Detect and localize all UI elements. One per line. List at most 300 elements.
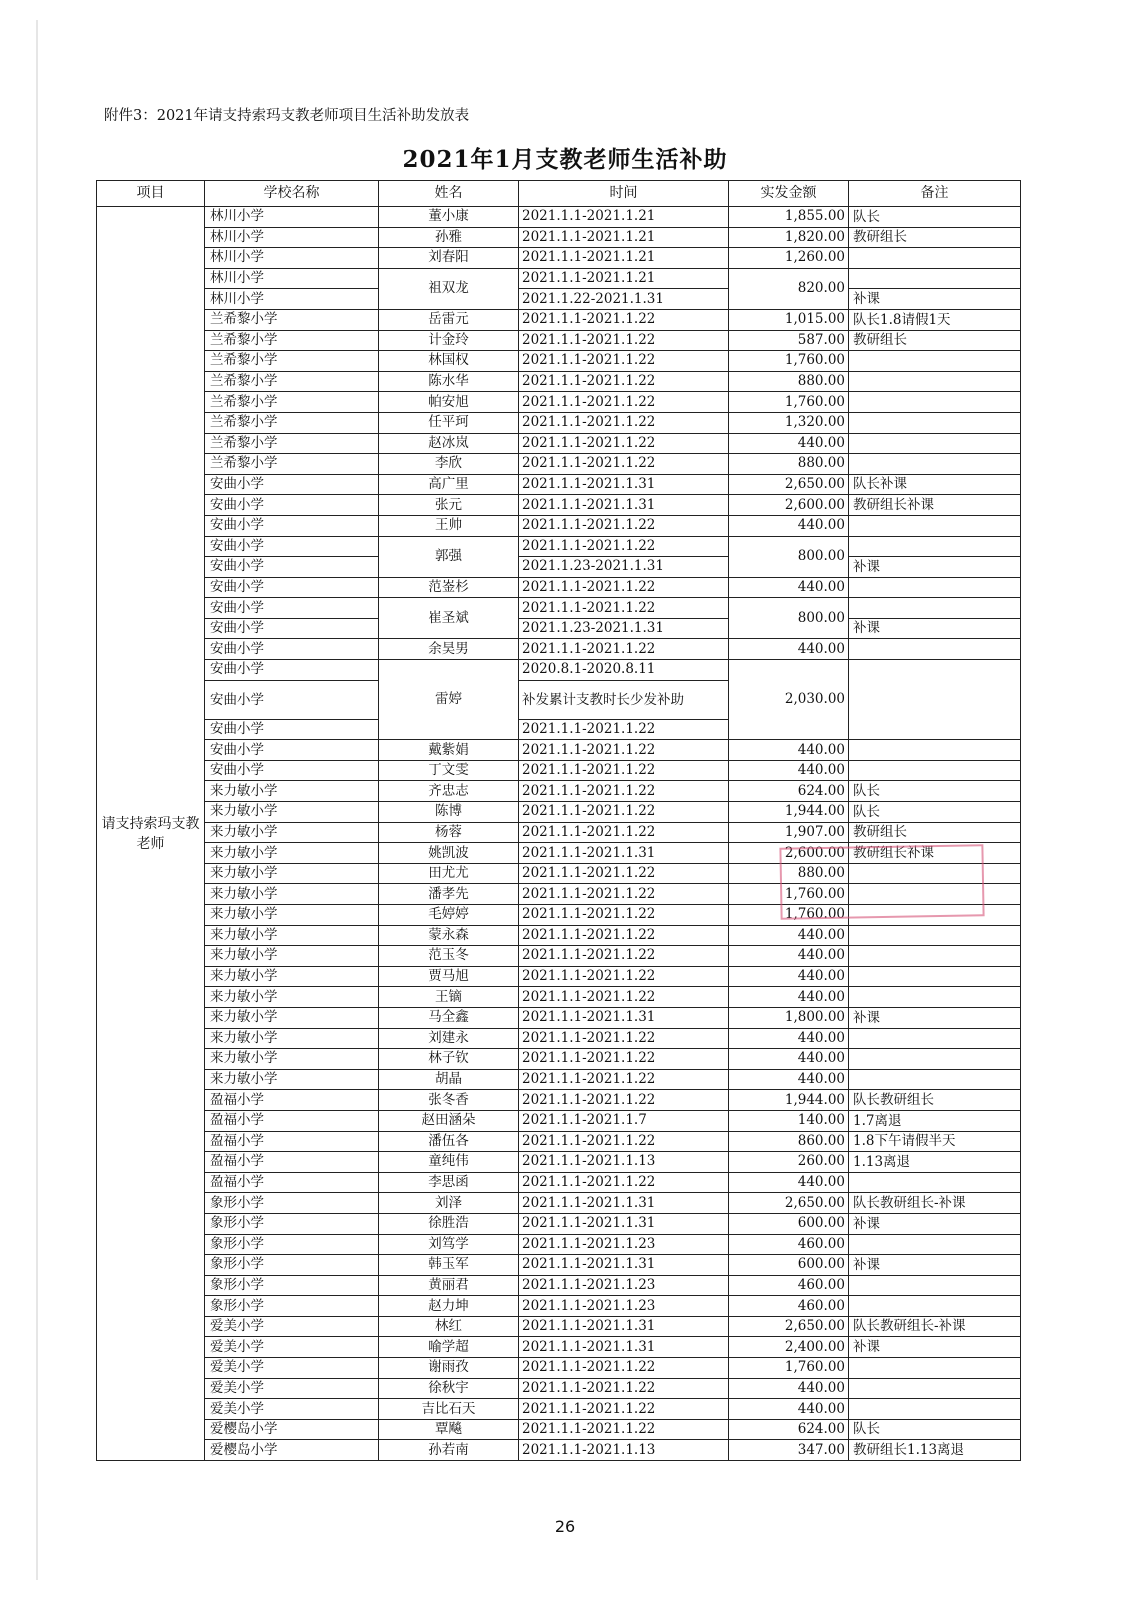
note-cell: 教研组长补课 <box>849 495 1021 516</box>
header-time: 时间 <box>519 181 729 207</box>
scan-edge <box>36 20 38 1580</box>
school-cell: 爱樱岛小学 <box>205 1419 379 1440</box>
note-cell: 队长教研组长-补课 <box>849 1316 1021 1337</box>
amount-cell: 2,650.00 <box>729 474 849 495</box>
school-cell: 盈福小学 <box>205 1090 379 1111</box>
header-note: 备注 <box>849 181 1021 207</box>
time-cell: 2021.1.1-2021.1.22 <box>519 781 729 802</box>
time-cell: 2021.1.1-2021.1.21 <box>519 268 729 289</box>
school-cell: 来力敏小学 <box>205 946 379 967</box>
name-cell: 陈水华 <box>379 371 519 392</box>
name-cell: 张元 <box>379 495 519 516</box>
time-cell: 2021.1.1-2021.1.22 <box>519 822 729 843</box>
school-cell: 爱樱岛小学 <box>205 1440 379 1461</box>
note-cell <box>849 966 1021 987</box>
time-cell: 2021.1.1-2021.1.22 <box>519 598 729 619</box>
note-cell <box>849 577 1021 598</box>
table-row <box>97 639 1021 660</box>
name-cell: 王镝 <box>379 987 519 1008</box>
table-row <box>97 1378 1021 1399</box>
table-row <box>97 474 1021 495</box>
amount-cell: 2,650.00 <box>729 1193 849 1214</box>
table-row <box>97 577 1021 598</box>
amount-cell: 440.00 <box>729 1049 849 1070</box>
name-cell: 谢雨孜 <box>379 1358 519 1379</box>
amount-cell: 1,760.00 <box>729 884 849 905</box>
school-cell: 安曲小学 <box>205 760 379 781</box>
name-cell: 潘孝先 <box>379 884 519 905</box>
name-cell: 姚凯波 <box>379 843 519 864</box>
amount-cell: 460.00 <box>729 1234 849 1255</box>
name-cell: 潘伍各 <box>379 1131 519 1152</box>
note-cell <box>849 268 1021 289</box>
table-row <box>97 454 1021 475</box>
note-cell <box>849 1378 1021 1399</box>
amount-cell: 624.00 <box>729 781 849 802</box>
table-row <box>97 309 1021 330</box>
school-cell: 兰希黎小学 <box>205 454 379 475</box>
name-cell: 雷婷 <box>379 660 519 740</box>
name-cell: 徐胜浩 <box>379 1213 519 1234</box>
note-cell <box>849 1028 1021 1049</box>
note-cell <box>849 598 1021 619</box>
table-row <box>97 268 1021 289</box>
amount-cell: 440.00 <box>729 1172 849 1193</box>
time-cell: 2021.1.1-2021.1.31 <box>519 843 729 864</box>
table-row <box>97 660 1021 681</box>
time-cell: 2021.1.1-2021.1.22 <box>519 433 729 454</box>
note-cell <box>849 433 1021 454</box>
table-row <box>97 905 1021 926</box>
table-row <box>97 227 1021 248</box>
amount-cell: 1,820.00 <box>729 227 849 248</box>
time-cell: 2021.1.1-2021.1.22 <box>519 884 729 905</box>
time-cell: 2021.1.1-2021.1.13 <box>519 1440 729 1461</box>
name-cell: 祖双龙 <box>379 268 519 309</box>
school-cell: 安曲小学 <box>205 639 379 660</box>
time-cell: 2021.1.1-2021.1.22 <box>519 330 729 351</box>
time-cell: 2021.1.1-2021.1.22 <box>519 946 729 967</box>
time-cell: 2021.1.1-2021.1.31 <box>519 1337 729 1358</box>
note-cell <box>849 371 1021 392</box>
table-row <box>97 1152 1021 1173</box>
table-row <box>97 1110 1021 1131</box>
table-row <box>97 1049 1021 1070</box>
name-cell: 吉比石天 <box>379 1399 519 1420</box>
note-cell <box>849 660 1021 740</box>
amount-cell: 440.00 <box>729 946 849 967</box>
note-cell <box>849 1234 1021 1255</box>
school-cell: 安曲小学 <box>205 577 379 598</box>
name-cell: 刘笃学 <box>379 1234 519 1255</box>
table-row <box>97 392 1021 413</box>
amount-cell: 440.00 <box>729 1378 849 1399</box>
note-cell <box>849 863 1021 884</box>
table-row <box>97 1337 1021 1358</box>
note-cell: 队长 <box>849 207 1021 228</box>
table-row <box>97 1213 1021 1234</box>
school-cell: 来力敏小学 <box>205 1028 379 1049</box>
table-row <box>97 557 1021 578</box>
amount-cell: 347.00 <box>729 1440 849 1461</box>
note-cell <box>849 248 1021 269</box>
time-cell: 2021.1.22-2021.1.31 <box>519 289 729 310</box>
name-cell: 马全鑫 <box>379 1007 519 1028</box>
note-cell <box>849 639 1021 660</box>
name-cell: 刘建永 <box>379 1028 519 1049</box>
school-cell: 来力敏小学 <box>205 1069 379 1090</box>
amount-cell: 140.00 <box>729 1110 849 1131</box>
name-cell: 赵田涵朵 <box>379 1110 519 1131</box>
header-project: 项目 <box>97 181 205 207</box>
school-cell: 林川小学 <box>205 268 379 289</box>
amount-cell: 1,800.00 <box>729 1007 849 1028</box>
school-cell: 安曲小学 <box>205 660 379 681</box>
amount-cell: 800.00 <box>729 536 849 577</box>
name-cell: 李思函 <box>379 1172 519 1193</box>
school-cell: 来力敏小学 <box>205 1049 379 1070</box>
table-row <box>97 1234 1021 1255</box>
school-cell: 安曲小学 <box>205 618 379 639</box>
table-row <box>97 781 1021 802</box>
school-cell: 来力敏小学 <box>205 781 379 802</box>
amount-cell: 600.00 <box>729 1255 849 1276</box>
time-cell: 2021.1.1-2021.1.22 <box>519 639 729 660</box>
school-cell: 盈福小学 <box>205 1131 379 1152</box>
name-cell: 崔圣斌 <box>379 598 519 639</box>
amount-cell: 440.00 <box>729 433 849 454</box>
table-row <box>97 925 1021 946</box>
table-row <box>97 1255 1021 1276</box>
time-cell: 2021.1.1-2021.1.21 <box>519 207 729 228</box>
note-cell: 队长1.8请假1天 <box>849 309 1021 330</box>
school-cell: 来力敏小学 <box>205 843 379 864</box>
school-cell: 兰希黎小学 <box>205 433 379 454</box>
school-cell: 兰希黎小学 <box>205 351 379 372</box>
school-cell: 爱美小学 <box>205 1337 379 1358</box>
note-cell: 补课 <box>849 1213 1021 1234</box>
time-cell: 2021.1.1-2021.1.7 <box>519 1110 729 1131</box>
note-cell: 补课 <box>849 1007 1021 1028</box>
note-cell <box>849 740 1021 761</box>
table-row <box>97 1028 1021 1049</box>
school-cell: 象形小学 <box>205 1296 379 1317</box>
amount-cell: 440.00 <box>729 1069 849 1090</box>
table-row <box>97 289 1021 310</box>
amount-cell: 800.00 <box>729 598 849 639</box>
table-row <box>97 1358 1021 1379</box>
time-cell: 2021.1.1-2021.1.22 <box>519 987 729 1008</box>
school-cell: 安曲小学 <box>205 598 379 619</box>
note-cell: 补课 <box>849 289 1021 310</box>
amount-cell: 440.00 <box>729 1028 849 1049</box>
school-cell: 林川小学 <box>205 227 379 248</box>
table-row <box>97 1275 1021 1296</box>
school-cell: 象形小学 <box>205 1193 379 1214</box>
note-cell: 补课 <box>849 1337 1021 1358</box>
time-cell: 2021.1.1-2021.1.22 <box>519 515 729 536</box>
time-cell: 2021.1.1-2021.1.22 <box>519 1049 729 1070</box>
amount-cell: 440.00 <box>729 740 849 761</box>
school-cell: 来力敏小学 <box>205 802 379 823</box>
table-row <box>97 433 1021 454</box>
school-cell: 来力敏小学 <box>205 822 379 843</box>
school-cell: 安曲小学 <box>205 719 379 740</box>
note-cell <box>849 536 1021 557</box>
note-cell: 队长 <box>849 781 1021 802</box>
note-cell: 队长补课 <box>849 474 1021 495</box>
name-cell: 覃飚 <box>379 1419 519 1440</box>
name-cell: 喻学超 <box>379 1337 519 1358</box>
note-cell <box>849 1358 1021 1379</box>
table-row <box>97 740 1021 761</box>
note-cell <box>849 1399 1021 1420</box>
note-cell <box>849 946 1021 967</box>
amount-cell: 1,320.00 <box>729 412 849 433</box>
table-row <box>97 330 1021 351</box>
amount-cell: 440.00 <box>729 639 849 660</box>
school-cell: 安曲小学 <box>205 474 379 495</box>
name-cell: 林红 <box>379 1316 519 1337</box>
name-cell: 张冬香 <box>379 1090 519 1111</box>
school-cell: 兰希黎小学 <box>205 392 379 413</box>
table-row <box>97 371 1021 392</box>
time-cell: 2021.1.1-2021.1.22 <box>519 351 729 372</box>
amount-cell: 600.00 <box>729 1213 849 1234</box>
time-cell: 2021.1.23-2021.1.31 <box>519 618 729 639</box>
subsidy-table <box>96 180 1021 1461</box>
school-cell: 来力敏小学 <box>205 905 379 926</box>
school-cell: 象形小学 <box>205 1213 379 1234</box>
amount-cell: 880.00 <box>729 863 849 884</box>
name-cell: 毛婷婷 <box>379 905 519 926</box>
time-cell: 2021.1.1-2021.1.31 <box>519 495 729 516</box>
name-cell: 齐忠志 <box>379 781 519 802</box>
table-row <box>97 207 1021 228</box>
table-row <box>97 1131 1021 1152</box>
note-cell <box>849 454 1021 475</box>
table-row <box>97 966 1021 987</box>
school-cell: 安曲小学 <box>205 557 379 578</box>
note-cell: 队长教研组长 <box>849 1090 1021 1111</box>
time-cell: 2020.8.1-2020.8.11 <box>519 660 729 681</box>
table-row <box>97 1399 1021 1420</box>
table-row <box>97 495 1021 516</box>
time-cell: 2021.1.1-2021.1.22 <box>519 412 729 433</box>
school-cell: 爱美小学 <box>205 1316 379 1337</box>
amount-cell: 2,650.00 <box>729 1316 849 1337</box>
table-row <box>97 1316 1021 1337</box>
note-cell: 补课 <box>849 1255 1021 1276</box>
note-cell <box>849 1172 1021 1193</box>
name-cell: 丁文雯 <box>379 760 519 781</box>
time-cell: 2021.1.1-2021.1.22 <box>519 1028 729 1049</box>
school-cell: 盈福小学 <box>205 1172 379 1193</box>
note-cell: 队长教研组长-补课 <box>849 1193 1021 1214</box>
name-cell: 韩玉军 <box>379 1255 519 1276</box>
name-cell: 陈博 <box>379 802 519 823</box>
amount-cell: 1,260.00 <box>729 248 849 269</box>
time-cell: 2021.1.1-2021.1.22 <box>519 905 729 926</box>
school-cell: 安曲小学 <box>205 515 379 536</box>
school-cell: 安曲小学 <box>205 740 379 761</box>
name-cell: 杨蓉 <box>379 822 519 843</box>
table-row <box>97 536 1021 557</box>
table-row <box>97 1090 1021 1111</box>
amount-cell: 1,944.00 <box>729 1090 849 1111</box>
time-cell: 2021.1.1-2021.1.22 <box>519 371 729 392</box>
school-cell: 兰希黎小学 <box>205 330 379 351</box>
time-cell: 2021.1.1-2021.1.22 <box>519 863 729 884</box>
school-cell: 来力敏小学 <box>205 966 379 987</box>
school-cell: 安曲小学 <box>205 495 379 516</box>
name-cell: 任平珂 <box>379 412 519 433</box>
school-cell: 象形小学 <box>205 1275 379 1296</box>
amount-cell: 440.00 <box>729 1399 849 1420</box>
name-cell: 胡晶 <box>379 1069 519 1090</box>
time-cell: 2021.1.1-2021.1.23 <box>519 1234 729 1255</box>
school-cell: 象形小学 <box>205 1255 379 1276</box>
note-cell <box>849 1069 1021 1090</box>
note-cell <box>849 392 1021 413</box>
amount-cell: 440.00 <box>729 577 849 598</box>
name-cell: 范崟杉 <box>379 577 519 598</box>
note-cell: 队长 <box>849 802 1021 823</box>
time-cell: 2021.1.1-2021.1.22 <box>519 925 729 946</box>
name-cell: 范玉冬 <box>379 946 519 967</box>
name-cell: 帕安旭 <box>379 392 519 413</box>
name-cell: 蒙永森 <box>379 925 519 946</box>
time-cell: 2021.1.1-2021.1.31 <box>519 1255 729 1276</box>
note-cell <box>849 515 1021 536</box>
amount-cell: 260.00 <box>729 1152 849 1173</box>
time-cell: 2021.1.1-2021.1.22 <box>519 454 729 475</box>
amount-cell: 440.00 <box>729 987 849 1008</box>
time-cell: 2021.1.1-2021.1.22 <box>519 966 729 987</box>
time-cell: 2021.1.1-2021.1.22 <box>519 577 729 598</box>
time-cell: 2021.1.1-2021.1.22 <box>519 1358 729 1379</box>
note-cell <box>849 1296 1021 1317</box>
table-row <box>97 760 1021 781</box>
name-cell: 郭强 <box>379 536 519 577</box>
time-cell: 2021.1.1-2021.1.31 <box>519 1316 729 1337</box>
table-row <box>97 598 1021 619</box>
table-row <box>97 618 1021 639</box>
note-cell: 教研组长1.13离退 <box>849 1440 1021 1461</box>
note-cell: 教研组长 <box>849 822 1021 843</box>
amount-cell: 460.00 <box>729 1275 849 1296</box>
time-cell: 2021.1.1-2021.1.22 <box>519 392 729 413</box>
note-cell <box>849 1275 1021 1296</box>
name-cell: 孙若南 <box>379 1440 519 1461</box>
table-row <box>97 843 1021 864</box>
name-cell: 刘泽 <box>379 1193 519 1214</box>
amount-cell: 1,760.00 <box>729 905 849 926</box>
table-row <box>97 884 1021 905</box>
amount-cell: 1,015.00 <box>729 309 849 330</box>
table-row <box>97 1296 1021 1317</box>
name-cell: 赵力坤 <box>379 1296 519 1317</box>
note-cell: 1.7离退 <box>849 1110 1021 1131</box>
amount-cell: 880.00 <box>729 454 849 475</box>
name-cell: 戴紫娟 <box>379 740 519 761</box>
amount-cell: 440.00 <box>729 925 849 946</box>
amount-cell: 2,400.00 <box>729 1337 849 1358</box>
time-cell: 2021.1.1-2021.1.22 <box>519 1378 729 1399</box>
amount-cell: 820.00 <box>729 268 849 309</box>
note-cell <box>849 884 1021 905</box>
note-cell: 教研组长补课 <box>849 843 1021 864</box>
time-cell: 2021.1.1-2021.1.22 <box>519 802 729 823</box>
amount-cell: 440.00 <box>729 760 849 781</box>
table-row <box>97 412 1021 433</box>
time-cell: 2021.1.1-2021.1.22 <box>519 1131 729 1152</box>
name-cell: 刘春阳 <box>379 248 519 269</box>
name-cell: 黄丽君 <box>379 1275 519 1296</box>
time-cell: 2021.1.1-2021.1.22 <box>519 1419 729 1440</box>
amount-cell: 440.00 <box>729 966 849 987</box>
note-cell: 教研组长 <box>849 227 1021 248</box>
header-amount: 实发金额 <box>729 181 849 207</box>
name-cell: 李欣 <box>379 454 519 475</box>
time-cell: 2021.1.1-2021.1.22 <box>519 760 729 781</box>
school-cell: 林川小学 <box>205 248 379 269</box>
name-cell: 赵冰岚 <box>379 433 519 454</box>
school-cell: 爱美小学 <box>205 1378 379 1399</box>
header-name: 姓名 <box>379 181 519 207</box>
school-cell: 盈福小学 <box>205 1110 379 1131</box>
amount-cell: 440.00 <box>729 515 849 536</box>
table-row <box>97 515 1021 536</box>
table-row <box>97 1172 1021 1193</box>
note-cell: 1.13离退 <box>849 1152 1021 1173</box>
project-cell: 请支持索玛支教老师 <box>97 207 205 1461</box>
note-cell: 队长 <box>849 1419 1021 1440</box>
time-cell: 2021.1.1-2021.1.22 <box>519 309 729 330</box>
time-cell: 2021.1.1-2021.1.13 <box>519 1152 729 1173</box>
school-cell: 来力敏小学 <box>205 925 379 946</box>
table-header-row <box>97 181 1021 207</box>
note-cell <box>849 1049 1021 1070</box>
note-cell: 补课 <box>849 557 1021 578</box>
amount-cell: 1,944.00 <box>729 802 849 823</box>
page-title: 2021年1月支教老师生活补助 <box>402 146 728 173</box>
time-cell: 2021.1.23-2021.1.31 <box>519 557 729 578</box>
amount-cell: 460.00 <box>729 1296 849 1317</box>
amount-cell: 1,855.00 <box>729 207 849 228</box>
time-cell: 2021.1.1-2021.1.21 <box>519 248 729 269</box>
table-row <box>97 822 1021 843</box>
name-cell: 计金玲 <box>379 330 519 351</box>
time-cell: 2021.1.1-2021.1.23 <box>519 1296 729 1317</box>
table-row <box>97 863 1021 884</box>
amount-cell: 624.00 <box>729 1419 849 1440</box>
amount-cell: 587.00 <box>729 330 849 351</box>
name-cell: 林国权 <box>379 351 519 372</box>
school-cell: 爱美小学 <box>205 1358 379 1379</box>
time-cell: 2021.1.1-2021.1.23 <box>519 1275 729 1296</box>
amount-cell: 880.00 <box>729 371 849 392</box>
note-cell <box>849 760 1021 781</box>
table-row <box>97 946 1021 967</box>
school-cell: 来力敏小学 <box>205 987 379 1008</box>
time-cell: 2021.1.1-2021.1.22 <box>519 1090 729 1111</box>
time-cell: 2021.1.1-2021.1.22 <box>519 1069 729 1090</box>
note-cell: 1.8下午请假半天 <box>849 1131 1021 1152</box>
name-cell: 林子钦 <box>379 1049 519 1070</box>
name-cell: 余昊男 <box>379 639 519 660</box>
school-cell: 来力敏小学 <box>205 884 379 905</box>
